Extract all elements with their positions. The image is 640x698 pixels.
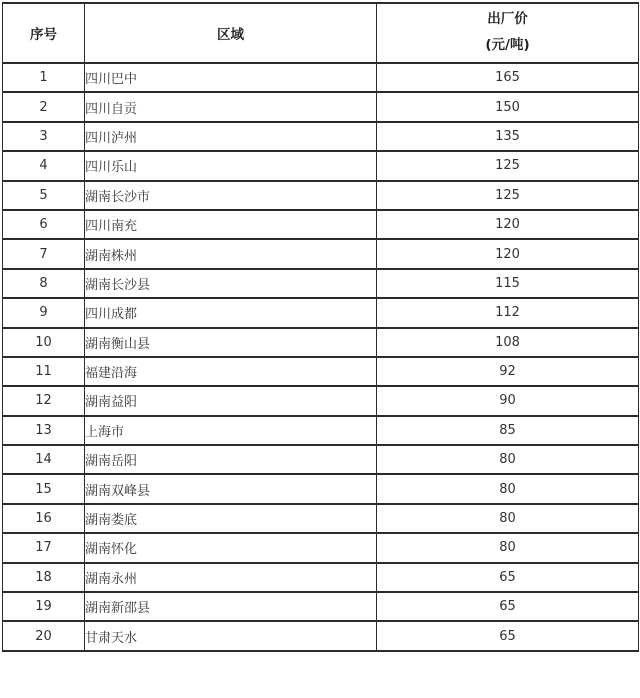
row-price-cell: 125	[377, 181, 639, 210]
row-price-cell: 65	[377, 621, 639, 650]
row-price-cell: 80	[377, 533, 639, 562]
row-index-cell: 18	[3, 563, 85, 592]
row-index-cell: 16	[3, 504, 85, 533]
row-price-cell: 80	[377, 474, 639, 503]
row-price-cell: 120	[377, 239, 639, 268]
row-price-cell: 150	[377, 92, 639, 121]
table-row	[3, 357, 639, 386]
header-region: 区域	[85, 3, 377, 63]
table-body	[3, 63, 639, 651]
table-row	[3, 533, 639, 562]
row-index-cell: 10	[3, 328, 85, 357]
row-region-cell: 四川巴中	[85, 63, 377, 92]
table-row	[3, 92, 639, 121]
row-region-cell: 湖南新邵县	[85, 592, 377, 621]
row-region-cell: 湖南娄底	[85, 504, 377, 533]
table-row	[3, 181, 639, 210]
table-row	[3, 445, 639, 474]
row-region-cell: 甘肃天水	[85, 621, 377, 650]
row-price-cell: 65	[377, 563, 639, 592]
row-price-cell: 80	[377, 504, 639, 533]
row-price-cell: 165	[377, 63, 639, 92]
row-price-cell: 120	[377, 210, 639, 239]
header-price-unit: (元/吨)	[485, 37, 530, 53]
row-price-cell: 80	[377, 445, 639, 474]
table-row	[3, 328, 639, 357]
row-price-cell: 65	[377, 592, 639, 621]
row-price-cell: 112	[377, 298, 639, 327]
header-price-title: 出厂价	[487, 11, 528, 28]
table-row	[3, 269, 639, 298]
table-row	[3, 621, 639, 650]
row-index-cell: 7	[3, 239, 85, 268]
row-index-cell: 1	[3, 63, 85, 92]
row-price-cell: 92	[377, 357, 639, 386]
row-index-cell: 3	[3, 122, 85, 151]
row-index-cell: 17	[3, 533, 85, 562]
table-row	[3, 386, 639, 415]
row-region-cell: 湖南双峰县	[85, 474, 377, 503]
row-index-cell: 19	[3, 592, 85, 621]
row-region-cell: 湖南益阳	[85, 386, 377, 415]
row-index-cell: 9	[3, 298, 85, 327]
row-price-cell: 115	[377, 269, 639, 298]
table-row	[3, 122, 639, 151]
row-index-cell: 14	[3, 445, 85, 474]
table-row	[3, 416, 639, 445]
factory-price-table	[2, 2, 639, 652]
row-index-cell: 8	[3, 269, 85, 298]
row-index-cell: 6	[3, 210, 85, 239]
table-row	[3, 239, 639, 268]
header-index: 序号	[3, 3, 85, 63]
row-region-cell: 湖南永州	[85, 563, 377, 592]
row-region-cell: 四川南充	[85, 210, 377, 239]
table-row	[3, 63, 639, 92]
row-region-cell: 福建沿海	[85, 357, 377, 386]
row-region-cell: 湖南长沙市	[85, 181, 377, 210]
row-region-cell: 湖南株州	[85, 239, 377, 268]
table-row	[3, 474, 639, 503]
row-region-cell: 湖南怀化	[85, 533, 377, 562]
row-price-cell: 85	[377, 416, 639, 445]
row-region-cell: 湖南岳阳	[85, 445, 377, 474]
table-row	[3, 298, 639, 327]
row-index-cell: 20	[3, 621, 85, 650]
row-region-cell: 四川泸州	[85, 122, 377, 151]
table-row	[3, 592, 639, 621]
row-price-cell: 90	[377, 386, 639, 415]
row-index-cell: 2	[3, 92, 85, 121]
row-price-cell: 135	[377, 122, 639, 151]
row-index-cell: 13	[3, 416, 85, 445]
table-row	[3, 210, 639, 239]
row-price-cell: 125	[377, 151, 639, 180]
row-region-cell: 四川自贡	[85, 92, 377, 121]
row-price-cell: 108	[377, 328, 639, 357]
table-header-row	[3, 3, 639, 63]
row-region-cell: 四川乐山	[85, 151, 377, 180]
row-index-cell: 5	[3, 181, 85, 210]
row-index-cell: 11	[3, 357, 85, 386]
table-row	[3, 563, 639, 592]
row-region-cell: 湖南衡山县	[85, 328, 377, 357]
row-index-cell: 4	[3, 151, 85, 180]
row-index-cell: 12	[3, 386, 85, 415]
table-row	[3, 151, 639, 180]
row-region-cell: 四川成都	[85, 298, 377, 327]
row-region-cell: 上海市	[85, 416, 377, 445]
header-price	[377, 3, 639, 63]
row-index-cell: 15	[3, 474, 85, 503]
table-row	[3, 504, 639, 533]
row-region-cell: 湖南长沙县	[85, 269, 377, 298]
